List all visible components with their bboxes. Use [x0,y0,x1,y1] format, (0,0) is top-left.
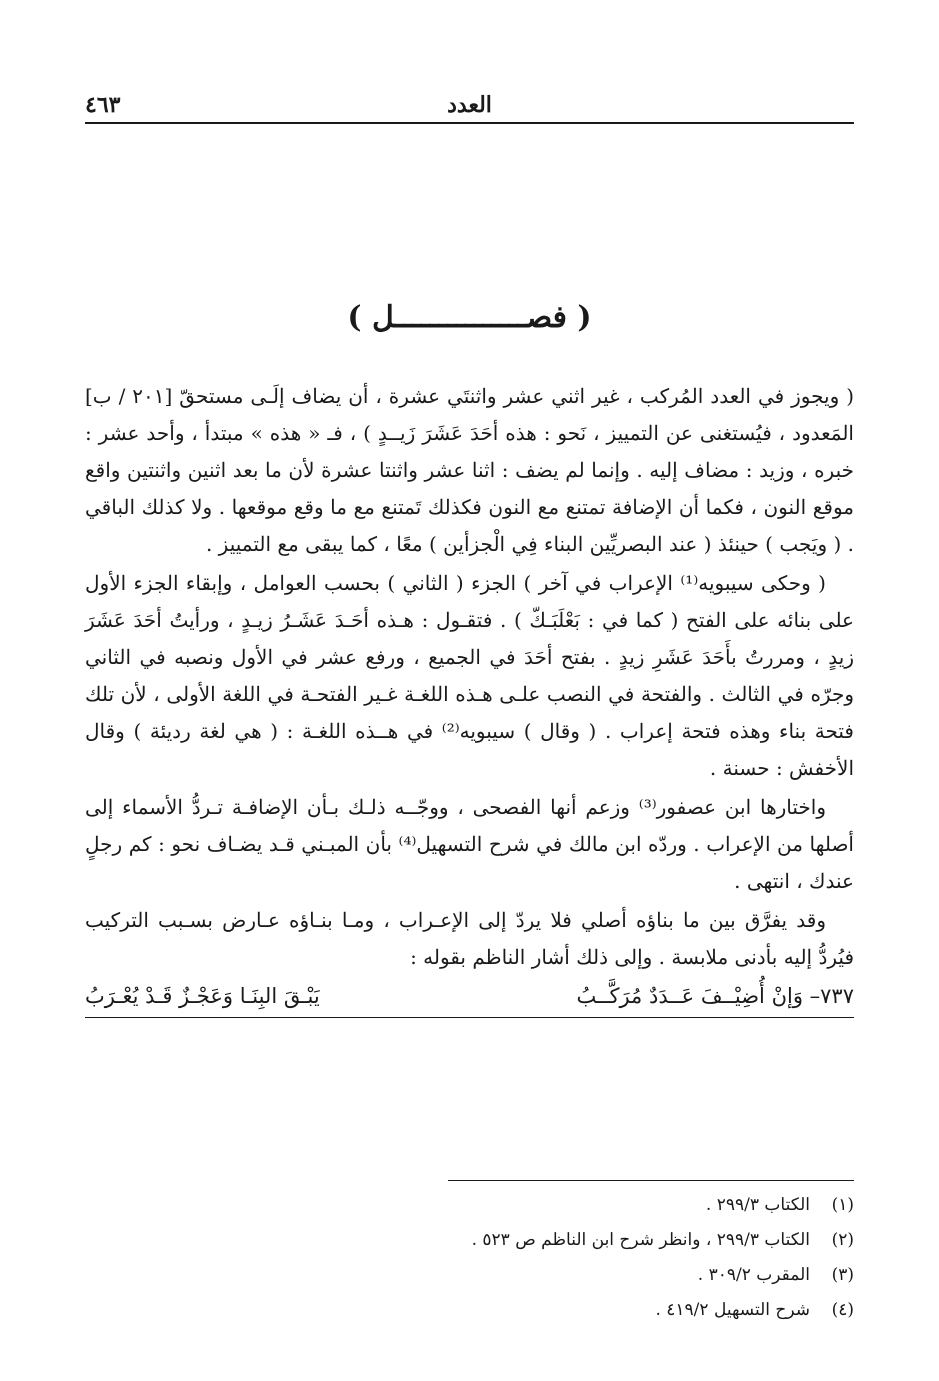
main-text [85,378,854,1018]
paragraph: وقد يفرَّق بين ما بناؤه أصلي فلا يردّ إلى الإعـراب ، ومـا بنـاؤه عـارض بسـبب التركيب فيُردُّ إليه بأدنى ملابسة . وإلى ذلك أشار الناظم بقوله : [85,908,854,969]
footnote-number: (١) [831,1195,854,1215]
footnote-text: المقرب ٣٠٩/٢ . [697,1265,810,1285]
footnote-number: (٤) [831,1300,854,1320]
footnote-text: الكتاب ٢٩٩/٣ . [705,1195,810,1215]
footnote [300,1188,854,1223]
paragraph: واختارها ابن عصفور⁽³⁾ وزعم أنها الفصحى ، ووجّــه ذلـك بـأن الإضافـة تـردُّ الأسماء إلى أصلها من الإعراب . وردّه ابن مالك في شرح التسهيل⁽⁴⁾ بأن المبـني قـد يضـاف نحو : كم رجلٍ عندك ، انتهى . [85,795,854,893]
verse-first-text: وَإنْ أُضِيْــفَ عَــدَدٌ مُرَكَّــبُ [576,984,803,1008]
paragraph: ( وحكى سيبويه⁽¹⁾ الإعراب في آخر ) الجزء ( الثاني ) بحسب العوامل ، وإبقاء الجزء الأول على بنائه على الفتح ( كما في : بَعْلَبَـكّ ) . فتقـول : هـذه أحَـدَ عَشَـرُ زيـدٍ ، ورأيتُ أحَدَ عَشَرَ زيدٍ ، ومررتُ بأَحَدَ عَشَرِ زيدٍ . بفتح أحَدَ في الجميع ، ورفع عشر في الأول ونصبه في الثاني وجرّه في الثالث . والفتحة في النصب علـى هـذه اللغـة غـير الفتحـة في اللغة الأولى ، لأن تلك فتحة بناء وهذه فتحة إعراب . ( وقال ) سيبويه⁽²⁾ في هــذه اللغـة : ( هي لغة رديئة ) وقال الأخفش : حسنة . [85,571,854,780]
verse-second-hemistich: يَبْـقَ البِنَـا وَعَجْـزٌ قَـدْ يُعْـرَبُ [85,984,320,1008]
header-rule [85,122,854,124]
verse-line [85,978,854,1018]
footnote-text: الكتاب ٢٩٩/٣ ، وانظر شرح ابن الناظم ص ٥٢٣ . [471,1230,810,1250]
running-header [85,92,854,122]
verse-first-hemistich: ٧٣٧– وَإنْ أُضِيْــفَ عَــدَدٌ مُرَكَّــبُ [576,984,854,1008]
footnote [300,1293,854,1328]
footnote-number: (٢) [831,1230,854,1250]
footnote-number: (٣) [831,1265,854,1285]
footnote [300,1258,854,1293]
footnote [300,1223,854,1258]
footnote-text: شرح التسهيل ٤١٩/٢ . [655,1300,810,1320]
footnote-rule [448,1180,854,1181]
section-title: ( فصـــــــــــــــل ) [347,300,592,335]
header-title: العدد [447,92,492,118]
paragraph: ( ويجوز في العدد المُركب ، غير اثني عشر واثنتَي عشرة ، أن يضاف إلَـى مستحقّ [٢٠١ / ب] المَعدود ، فيُستغنى عن التمييز ، نَحو : هذه أحَدَ عَشَرَ زَيــدٍ ) ، فـ « هذه » مبتدأ ، وأحد عشر : خبره ، وزيد : مضاف إليه . وإنما لم يضف : اثنا عشر واثنتا عشرة لأن ما بعد اثنين واثنتين واقع موقع النون ، فكما أن الإضافة تمتنع مع النون فكذلك تَمتنع مع ما وقع موقعها . ولا كذلك الباقي . ( ويَجب ) حينئذ ( عند البصريِّين البناء فِي الْجزأين ) معًا ، كما يبقى مع التمييز . [85,384,854,556]
page-number: ٤٦٣ [85,92,121,118]
verse-number: ٧٣٧ [820,984,854,1008]
footnotes [300,1188,854,1328]
